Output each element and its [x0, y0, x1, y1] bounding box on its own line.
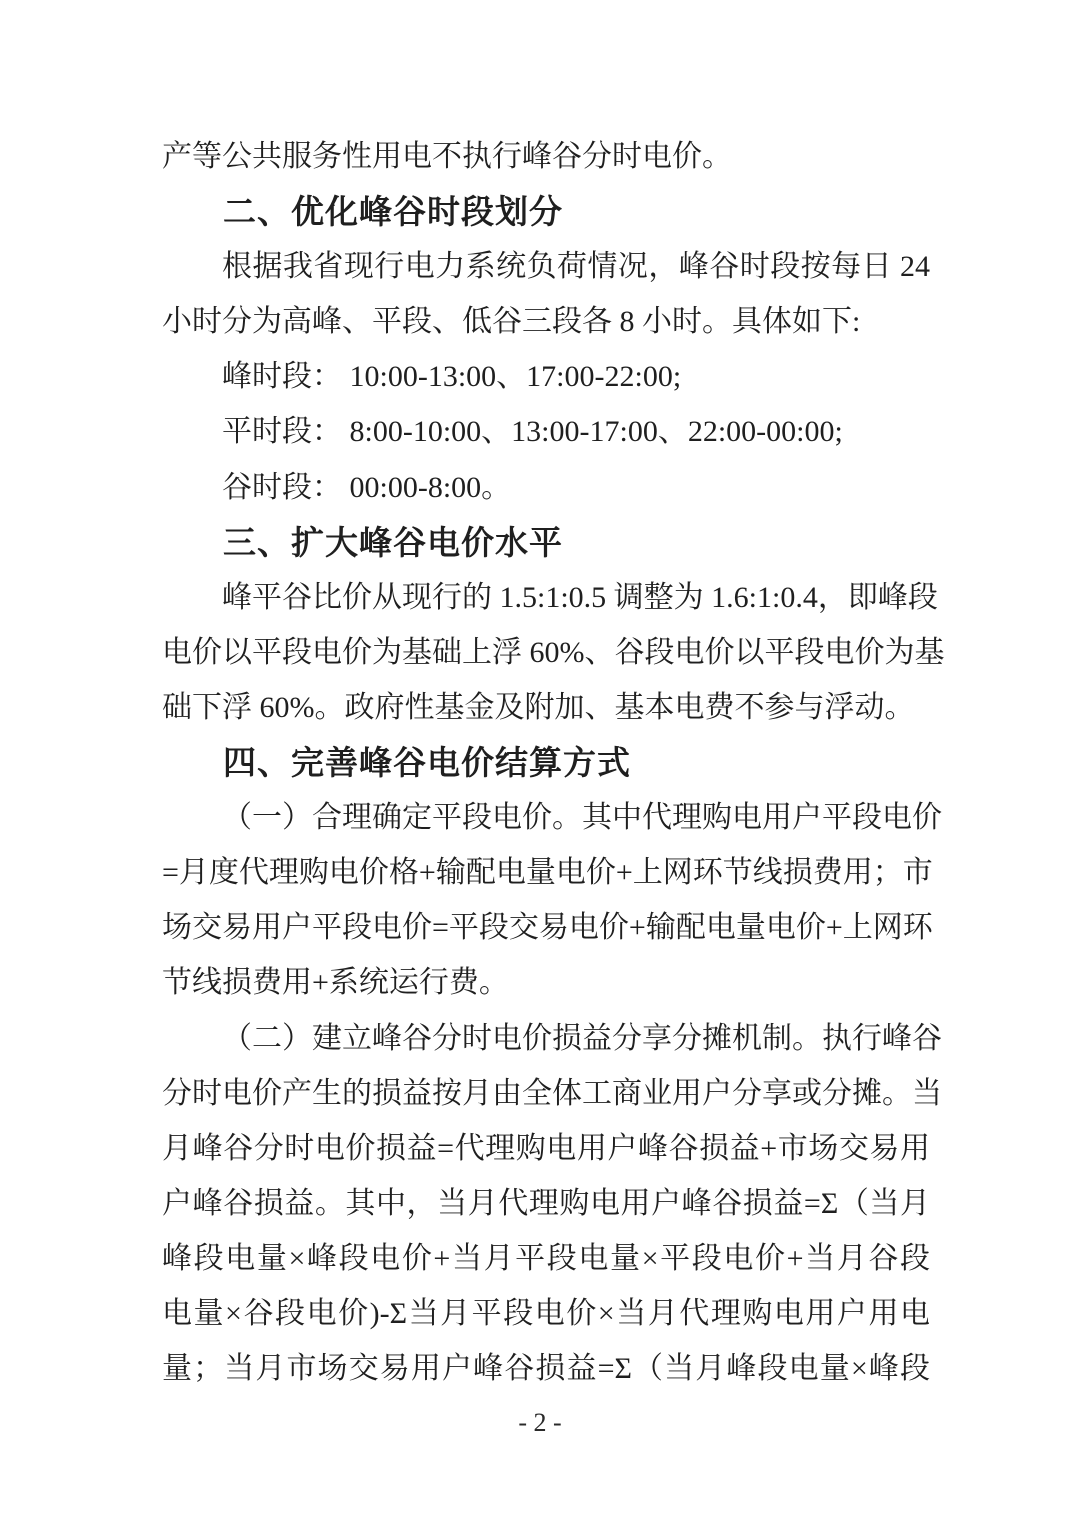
text-line: 节线损费用+系统运行费。: [162, 966, 509, 1000]
text-line: 户峰谷损益。其中，当月代理购电用户峰谷损益=Σ（当月: [162, 1186, 930, 1220]
text-line: 平时段： 8:00-10:00、13:00-17:00、22:00-00:00;: [222, 415, 843, 449]
text-line: 电价以平段电价为基础上浮 60%、谷段电价以平段电价为基: [162, 635, 945, 669]
document-body: [162, 129, 945, 1396]
section-heading: 二、优化峰谷时段划分: [223, 193, 563, 231]
text-line: 电量×谷段电价)-Σ当月平段电价×当月代理购电用户用电: [162, 1296, 930, 1330]
text-line: 分时电价产生的损益按月由全体工商业用户分享或分摊。当: [162, 1076, 942, 1110]
text-line: 峰段电量×峰段电价+当月平段电量×平段电价+当月谷段: [162, 1241, 930, 1275]
text-line: 谷时段： 00:00-8:00。: [222, 470, 512, 504]
text-line: （二）建立峰谷分时电价损益分享分摊机制。执行峰谷: [222, 1021, 942, 1055]
text-line: =月度代理购电价格+输配电量电价+上网环节线损费用；市: [162, 856, 933, 890]
text-line: 量；当月市场交易用户峰谷损益=Σ（当月峰段电量×峰段: [162, 1352, 930, 1386]
text-line: 月峰谷分时电价损益=代理购电用户峰谷损益+市场交易用: [162, 1131, 930, 1165]
text-line: 小时分为高峰、平段、低谷三段各 8 小时。具体如下:: [162, 305, 861, 339]
text-line: 峰平谷比价从现行的 1.5:1:0.5 调整为 1.6:1:0.4，即峰段: [222, 580, 938, 614]
text-line: 峰时段： 10:00-13:00、17:00-22:00;: [222, 360, 682, 394]
text-line: （一）合理确定平段电价。其中代理购电用户平段电价: [222, 801, 942, 835]
section-heading: 四、完善峰谷电价结算方式: [223, 744, 631, 782]
text-line: 场交易用户平段电价=平段交易电价+输配电量电价+上网环: [162, 911, 933, 945]
text-line: 产等公共服务性用电不执行峰谷分时电价。: [162, 140, 732, 173]
page-number: - 2 -: [518, 1408, 562, 1437]
section-heading: 三、扩大峰谷电价水平: [223, 523, 563, 561]
text-line: 础下浮 60%。政府性基金及附加、基本电费不参与浮动。: [162, 690, 915, 724]
text-line: 根据我省现行电力系统负荷情况，峰谷时段按每日 24: [222, 250, 930, 284]
